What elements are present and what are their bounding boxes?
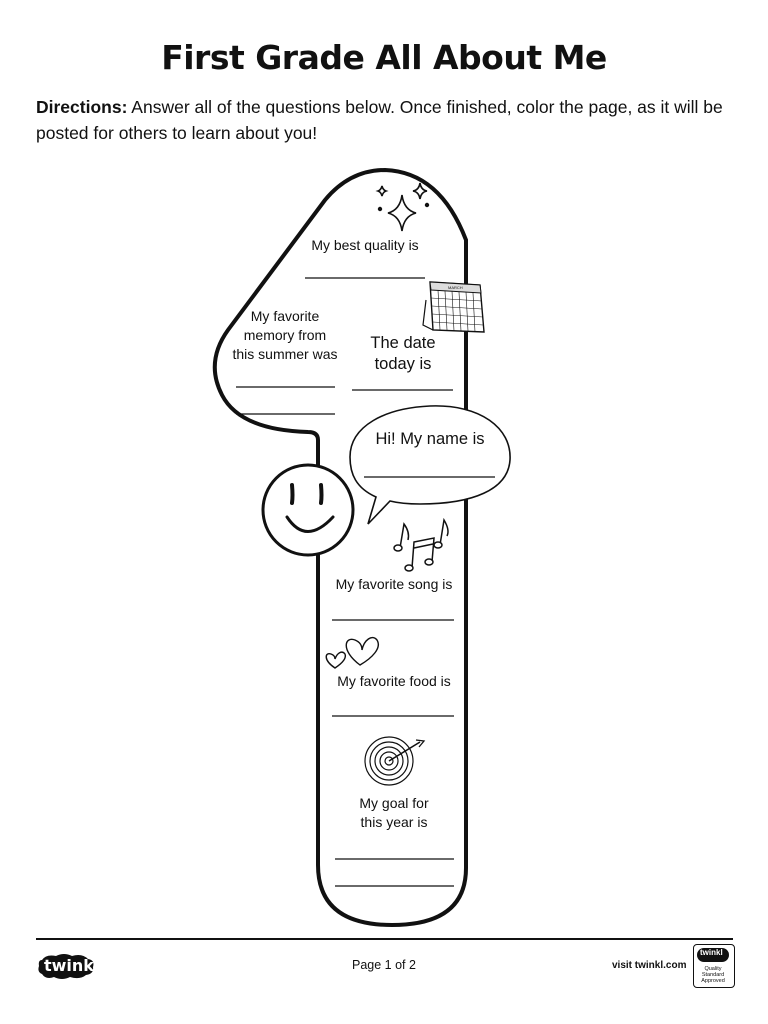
page-title: First Grade All About Me — [161, 38, 607, 77]
directions-label: Directions: — [36, 97, 128, 117]
best-quality-prompt: My best quality is — [311, 237, 419, 253]
favorite-memory-line-1: My favorite — [250, 308, 320, 324]
name-prompt: Hi! My name is — [375, 430, 485, 448]
badge-text: Quality Standard Approved — [701, 966, 725, 984]
directions-text: Answer all of the questions below. Once finished, color the page, as it will be posted for others to learn about you! — [36, 97, 723, 143]
favorite-memory-line-2: memory from — [243, 327, 327, 343]
favorite-memory-line-3: this summer was — [232, 346, 338, 362]
page-number: Page 1 of 2 — [352, 958, 416, 972]
twinkl-logo-text: twinkl — [44, 956, 100, 975]
favorite-memory-prompt — [226, 307, 344, 364]
badge-logo-text: twinkl — [700, 948, 723, 957]
smiley-face-icon — [263, 465, 353, 555]
favorite-food-prompt: My favorite food is — [337, 673, 451, 689]
goal-line-1-text: My goal for — [359, 795, 429, 811]
goal-prompt — [330, 794, 458, 832]
date-line-2: today is — [374, 355, 432, 373]
date-prompt — [352, 333, 454, 375]
favorite-song-prompt: My favorite song is — [335, 576, 453, 592]
calendar-month: MARCH — [448, 285, 463, 290]
footer-divider — [36, 938, 733, 940]
date-line-1: The date — [370, 334, 436, 352]
visit-link[interactable]: visit twinkl.com — [612, 960, 687, 971]
goal-line-2-text: this year is — [360, 814, 428, 830]
